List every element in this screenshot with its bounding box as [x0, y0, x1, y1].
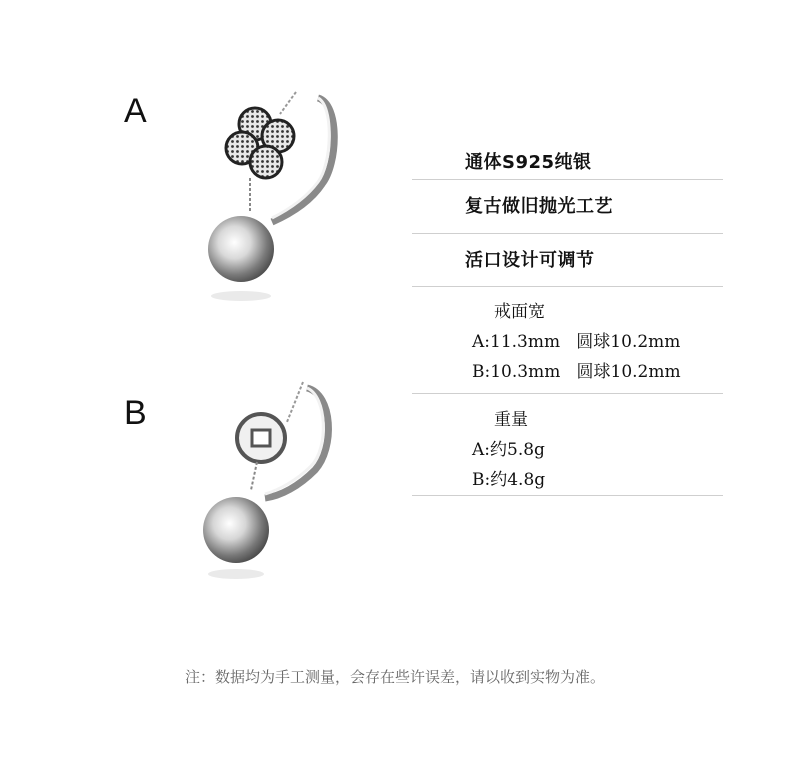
variant-a-label: A [124, 92, 147, 130]
divider [412, 393, 723, 394]
divider [412, 179, 723, 180]
ring-a-image [200, 84, 350, 309]
ring-b-image [195, 378, 345, 583]
ring-width-a: A:11.3mm 圆球10.2mm [472, 332, 681, 352]
weight-title: 重量 [494, 410, 528, 430]
feature-process: 复古做旧抛光工艺 [465, 196, 613, 217]
measurement-footnote: 注：数据均为手工测量，会存在些许误差，请以收到实物为准。 [184, 668, 605, 686]
ring-width-title: 戒面宽 [494, 302, 545, 322]
divider [412, 233, 723, 234]
weight-b: B:约4.8g [472, 470, 546, 490]
feature-adjustable: 活口设计可调节 [465, 250, 595, 271]
ring-width-b: B:10.3mm 圆球10.2mm [472, 362, 681, 382]
weight-a: A:约5.8g [472, 440, 545, 460]
feature-material: 通体S925纯银 [465, 152, 592, 173]
divider [412, 286, 723, 287]
variant-b-label: B [124, 394, 147, 432]
divider [412, 495, 723, 496]
